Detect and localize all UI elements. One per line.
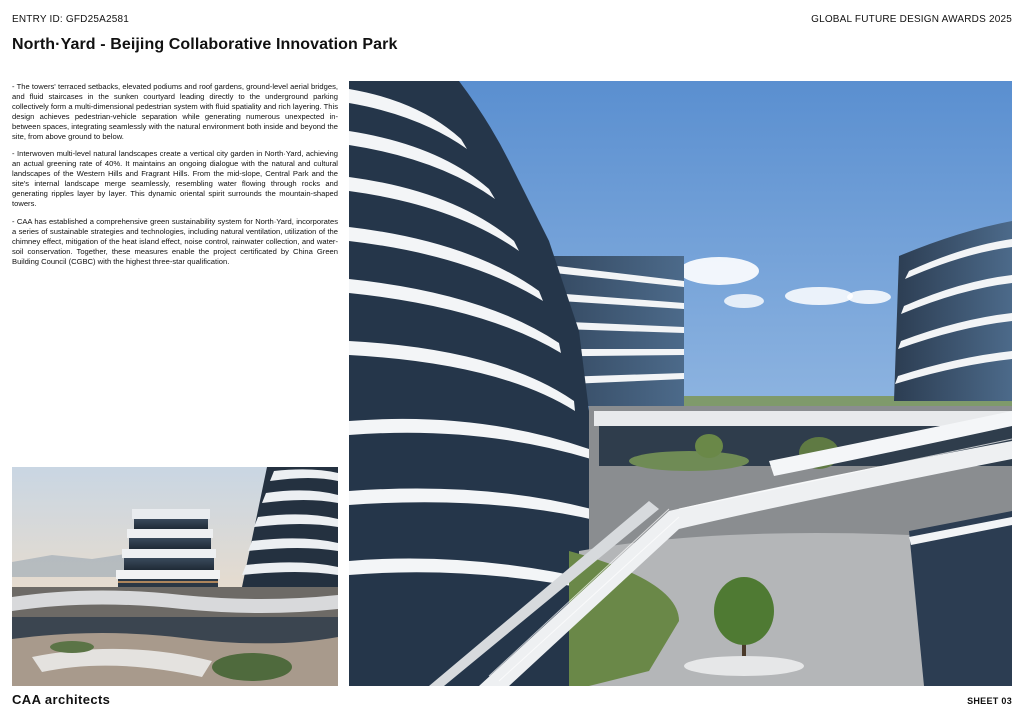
description-paragraph-1: - The towers' terraced setbacks, elevated podiums and roof gardens, ground-level aerial bridges, and fluid staircases in the sunken courtyard leading directly to the underground parking collectively form a multi-dimensional pedestrian system with fluid spatiality and rich layering. This design achieves pedestrian-vehicle separation while generating numerous unexpected in-between spaces, integrating seamlessly with the natural environment both inside and beyond the site, from above ground to below. xyxy=(12,82,338,141)
caa-logo: CAA architects xyxy=(12,692,111,707)
photo-dusk-towers xyxy=(12,467,338,686)
photo-courtyard-bridges xyxy=(349,81,1012,686)
award-name: GLOBAL FUTURE DESIGN AWARDS 2025 xyxy=(811,14,1012,25)
description-paragraph-3: - CAA has established a comprehensive green sustainability system for North·Yard, incorporates a series of sustainable strategies and technologies, including natural ventilation, utilization of the chimney effect, mitigation of the heat island effect, noise control, rainwater collection, and water-soil conservation. Together, these measures enable the project certificated by China Green Building Council (CGBC) with the highest three-star qualification. xyxy=(12,216,338,266)
project-description xyxy=(12,82,338,274)
page-title: North·Yard - Beijing Collaborative Innovation Park xyxy=(12,36,398,53)
description-paragraph-2: - Interwoven multi-level natural landscapes create a vertical city garden in North·Yard, achieving an actual greening rate of 40%. It maintains an ongoing dialogue with the natural and cultural landscapes of the Western Hills and Fragrant Hills. From the mid-slope, Central Park and the site's internal landscape merge seamlessly, resembling water flowing through rocks and generating ripples layer by layer. This dynamic oriental spirit surrounds the mountain-shaped towers. xyxy=(12,149,338,208)
sheet-number: SHEET 03 xyxy=(967,696,1012,706)
entry-id: ENTRY ID: GFD25A2581 xyxy=(12,14,130,25)
